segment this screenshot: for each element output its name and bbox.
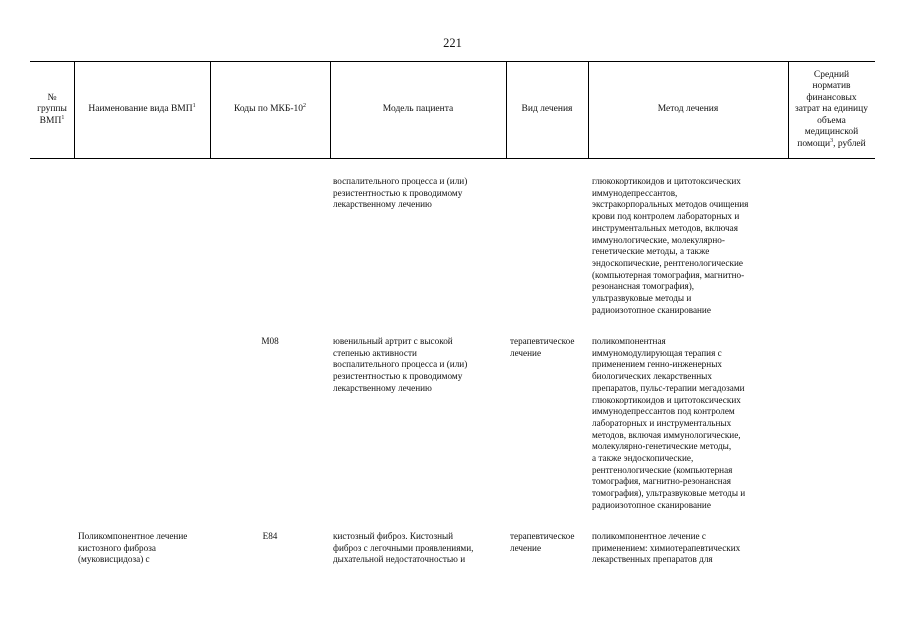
header-treatment-type: Вид лечения xyxy=(521,104,573,115)
row-0-patient-model: воспалительного процесса и (или) резистентностью к проводимому лекарственному лечению xyxy=(333,176,468,210)
table-header xyxy=(30,61,875,159)
header-icd-codes: Коды по МКБ-$10^2$ xyxy=(233,103,307,115)
header-group-number: № группы ВМП$^1$ xyxy=(37,92,67,126)
header-patient-model: Модель пациента xyxy=(382,104,454,115)
row-2-treatment-type: терапевтическое лечение xyxy=(510,531,575,553)
row-0-treatment-method: глюкокортикоидов и цитотоксических иммунодепрессантов, экстракорпоральных методов очищения крови под контролем лабораторных и инструментальных методов, включая иммунологические, молекулярно- генетические методы, а также эндоскопические, рентгенологические (компьютерная томография, магнитно- резонансная томография), ультразвуковые методы и радиоизотопное сканирование xyxy=(592,176,749,315)
page-number: 221 xyxy=(443,36,462,50)
header-vmp-name: Наименование вида ВМП$^1$ xyxy=(88,103,196,115)
row-2-vmp-name: Поликомпонентное лечение кистозного фиброза (муковисцидоза) с xyxy=(78,531,188,565)
row-1-icd-code: М08 xyxy=(261,336,279,346)
row-2-icd-code: Е84 xyxy=(262,531,278,541)
row-2-patient-model: кистозный фиброз. Кистозный фиброз с легочными проявлениями, дыхательной недостаточностью и xyxy=(333,531,474,565)
row-1-treatment-type: терапевтическое лечение xyxy=(510,336,575,358)
header-treatment-method: Метод лечения xyxy=(657,104,719,115)
row-1-treatment-method: поликомпонентная иммуномодулирующая терапия с применением генно-инженерных биологических лекарственных препаратов, пульс-терапии мегадозами глюкокортикоидов и цитотоксических иммунодепрессантов под контролем лабораторных и инструментальных методов, включая иммунологические, молекулярно-генетические методы, а также эндоскопические, рентгенологические (компьютерная томография, магнитно-резонансная томография), ультразвуковые методы и радиоизотопное сканирование xyxy=(592,336,746,510)
row-1-patient-model: ювенильный артрит с высокой степенью активности воспалительного процесса и (или) резистентностью к проводимому лекарственному лечению xyxy=(333,336,468,393)
row-2-treatment-method: поликомпонентное лечение с применением: химиотерапевтических лекарственных препаратов для xyxy=(592,531,741,565)
header-average-cost: Средний норматив финансовых затрат на единицу объема медицинской помощи$^3$, рублей xyxy=(795,69,868,149)
